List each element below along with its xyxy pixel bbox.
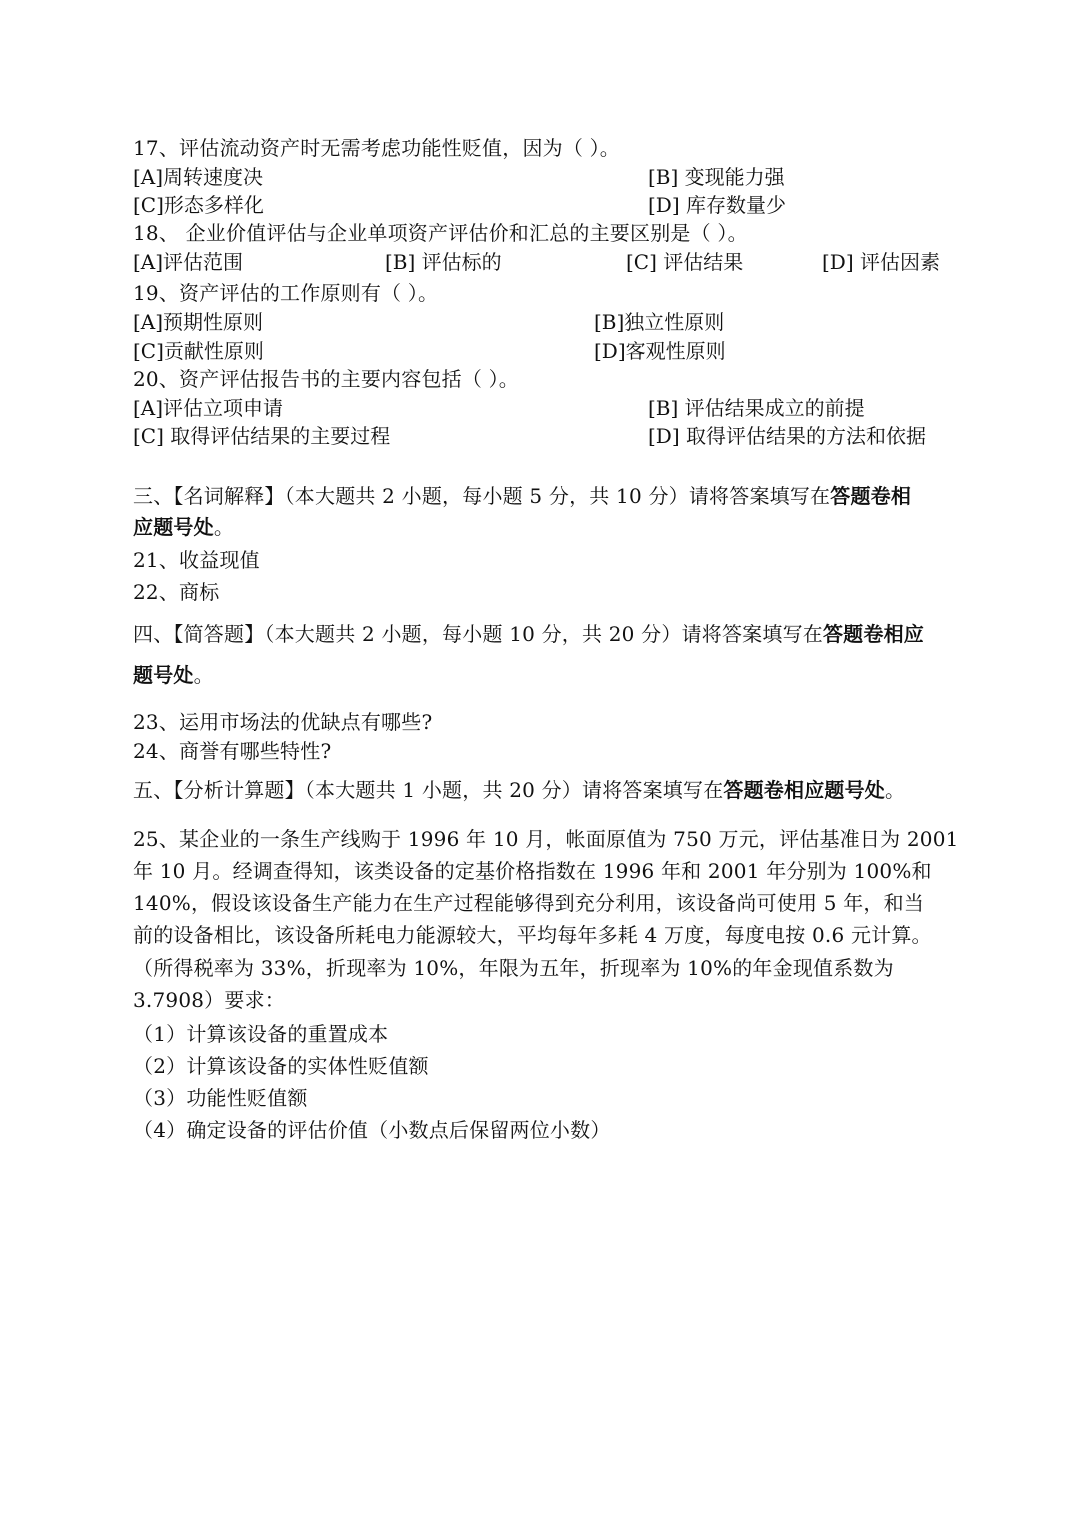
section-4-heading-text: 四、【简答题】（本大题共 2 小题，每小题 10 分，共 20 分）请将答案填写在 [133, 622, 823, 646]
question-25-line: （所得税率为 33%，折现率为 10%，年限为五年，折现率为 10%的年金现值系数为 [133, 956, 894, 980]
requirement-1: （1）计算该设备的重置成本 [133, 1022, 389, 1046]
section-3-heading-bold-cont: 应题号处 [133, 515, 214, 539]
question-18-option-c: [C] 评估结果 [626, 250, 744, 274]
question-19-stem: 19、资产评估的工作原则有（ ）。 [133, 281, 439, 305]
question-25-line: 3.7908）要求： [133, 988, 285, 1012]
section-5-heading [133, 777, 905, 803]
requirement-4: （4）确定设备的评估价值（小数点后保留两位小数） [133, 1118, 611, 1142]
question-20-option-a: [A]评估立项申请 [133, 396, 284, 420]
question-20-option-b: [B] 评估结果成立的前提 [648, 396, 865, 420]
question-17-option-c: [C]形态多样化 [133, 193, 264, 217]
question-25-line: 25、某企业的一条生产线购于 1996 年 10 月，帐面原值为 750 万元，评估基准日为 2001 [133, 827, 959, 851]
section-3-heading-tail: 。 [213, 515, 235, 539]
question-17-stem: 17、评估流动资产时无需考虑功能性贬值，因为（ ）。 [133, 136, 621, 160]
section-4-heading-tail: 。 [193, 663, 214, 687]
section-4-heading [133, 621, 924, 647]
section-4-heading-cont [133, 662, 214, 688]
question-18-option-b: [B] 评估标的 [385, 250, 502, 274]
question-23: 23、运用市场法的优缺点有哪些? [133, 710, 433, 734]
question-17-option-d: [D] 库存数量少 [648, 193, 786, 217]
question-19-option-c: [C]贡献性原则 [133, 339, 264, 363]
section-3-heading-text: 三、【名词解释】（本大题共 2 小题，每小题 5 分，共 10 分）请将答案填写在 [133, 484, 831, 508]
question-19-option-a: [A]预期性原则 [133, 310, 264, 334]
question-25-line: 140%，假设该设备生产能力在生产过程能够得到充分利用，该设备尚可使用 5 年，和当 [133, 891, 925, 915]
question-21: 21、收益现值 [133, 548, 260, 572]
section-5-heading-tail: 。 [885, 778, 906, 802]
question-22: 22、商标 [133, 580, 220, 604]
question-20-stem: 20、资产评估报告书的主要内容包括（ ）。 [133, 367, 520, 391]
question-19-option-b: [B]独立性原则 [594, 310, 725, 334]
requirement-2: （2）计算该设备的实体性贬值额 [133, 1054, 429, 1078]
question-17-option-b: [B] 变现能力强 [648, 165, 785, 189]
question-20-option-c: [C] 取得评估结果的主要过程 [133, 424, 391, 448]
question-25-line: 年 10 月。经调查得知，该类设备的定基价格指数在 1996 年和 2001 年分别为 100%和 [133, 859, 932, 883]
question-18-option-a: [A]评估范围 [133, 250, 244, 274]
section-4-heading-bold-cont: 题号处 [133, 663, 194, 687]
section-4-heading-bold: 答题卷相应 [822, 622, 924, 646]
question-25-line: 前的设备相比，该设备所耗电力能源较大，平均每年多耗 4 万度，每度电按 0.6 元计算。 [133, 923, 932, 947]
question-18-option-d: [D] 评估因素 [822, 250, 940, 274]
section-5-heading-bold: 答题卷相应题号处 [723, 778, 886, 802]
section-3-heading-cont [133, 514, 234, 540]
section-3-heading [133, 483, 911, 509]
question-19-option-d: [D]客观性原则 [594, 339, 726, 363]
section-5-heading-text: 五、【分析计算题】（本大题共 1 小题，共 20 分）请将答案填写在 [133, 778, 724, 802]
question-24: 24、商誉有哪些特性? [133, 739, 332, 763]
question-17-option-a: [A]周转速度决 [133, 165, 264, 189]
section-3-heading-bold: 答题卷相 [830, 484, 912, 508]
question-20-option-d: [D] 取得评估结果的方法和依据 [648, 424, 926, 448]
requirement-3: （3）功能性贬值额 [133, 1086, 308, 1110]
question-18-stem: 18、 企业价值评估与企业单项资产评估价和汇总的主要区别是（ ）。 [133, 221, 748, 245]
